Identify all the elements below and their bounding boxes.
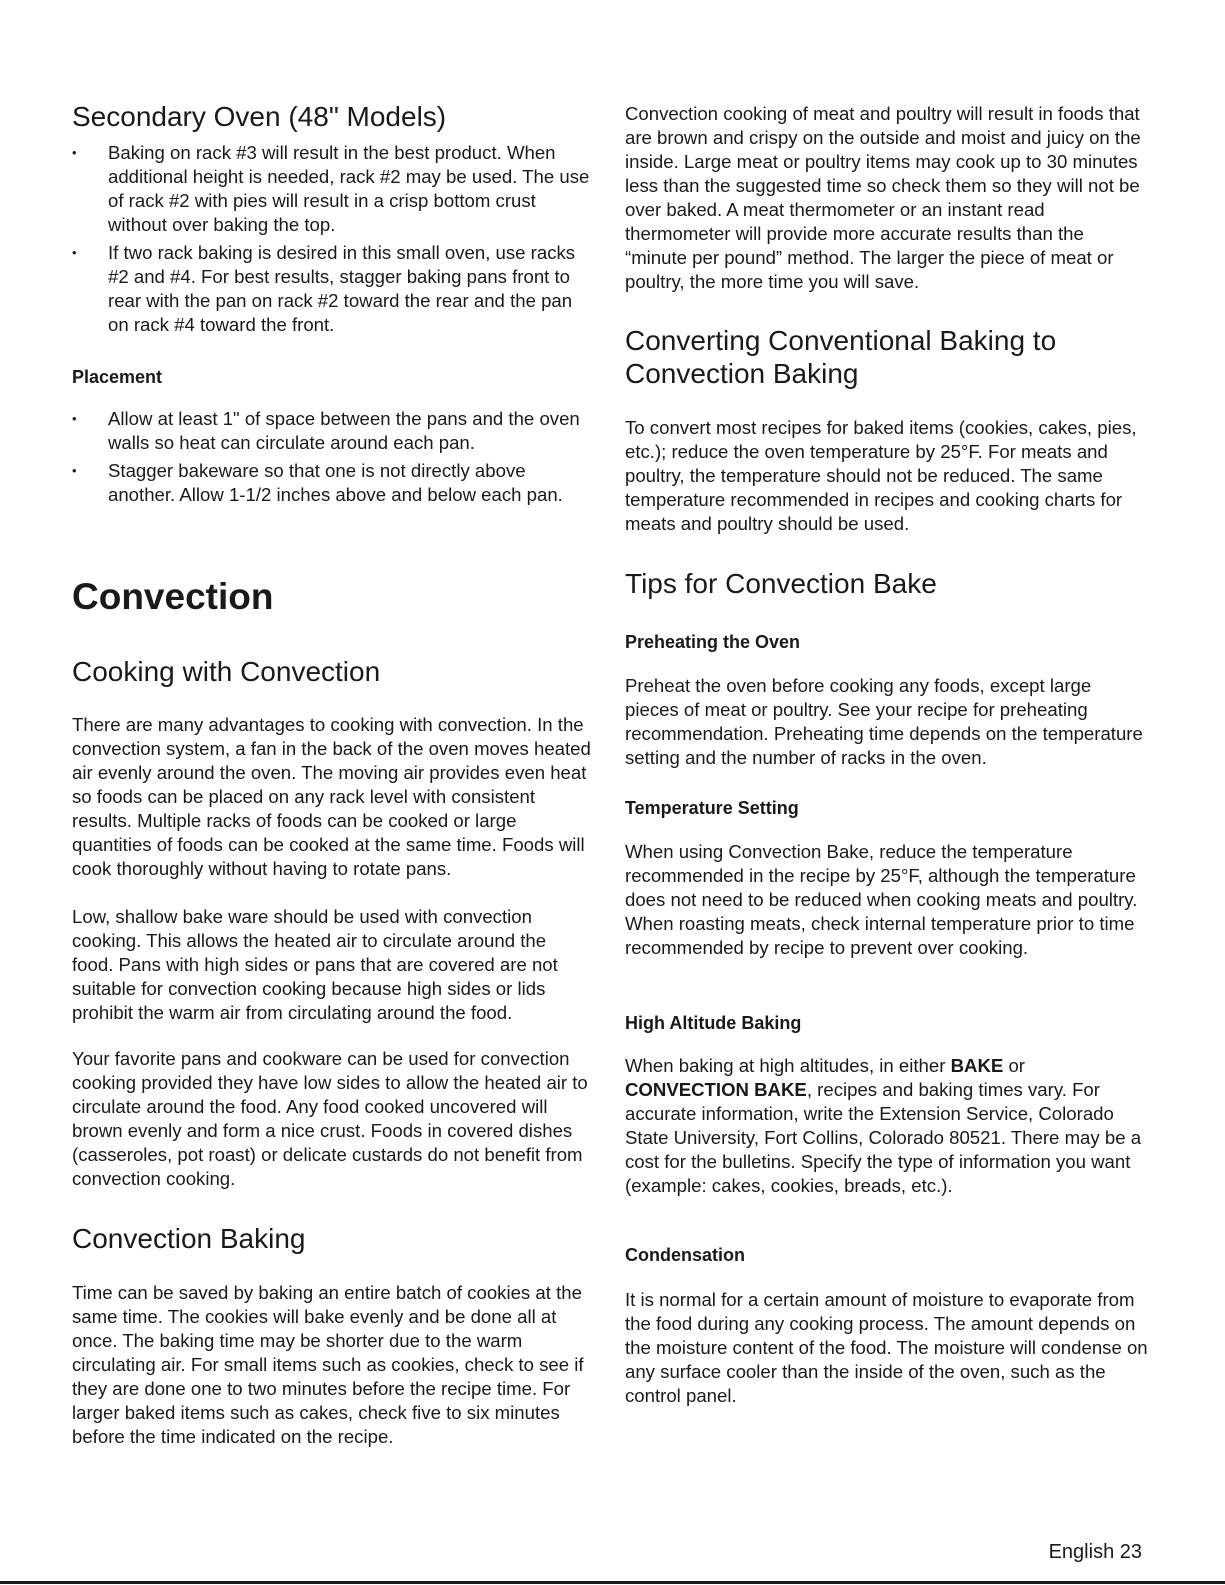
- high-altitude-title: High Altitude Baking: [625, 1013, 802, 1033]
- cooking-paragraph-1: There are many advantages to cooking with convection. In the convection system, a fan in the back of the oven moves heated air evenly around the oven. The moving air provides even heat so foods can be placed on any rack level with consistent results. Multiple racks of foods can be cooked or large quantities of foods can be cooked at the same time. Foods will cook thoroughly without having to rotate pans.: [72, 714, 591, 879]
- placement-title: Placement: [72, 367, 163, 387]
- condensation-paragraph: It is normal for a certain amount of moisture to evaporate from the food during any cooking process. The amount depends on the moisture content of the food. The moisture will condense on any surface cooler than the inside of the oven, such as the control panel.: [625, 1289, 1148, 1406]
- secondary-oven-list: [72, 141, 592, 341]
- list-item: • Stagger bakeware so that one is not directly above another. Allow 1-1/2 inches above and below each pan.: [72, 459, 592, 507]
- converting-title: Converting Conventional Baking to Convection Baking: [625, 325, 1057, 389]
- high-altitude-intro: When baking at high altitudes, in either: [625, 1055, 951, 1076]
- placement-list: [72, 407, 592, 511]
- preheating-title: Preheating the Oven: [625, 632, 801, 652]
- high-altitude-or: or: [1003, 1055, 1025, 1076]
- meat-poultry-paragraph: Convection cooking of meat and poultry will result in foods that are brown and crispy on the outside and moist and juicy on the inside. Large meat or poultry items may cook up to 30 minutes less than the suggested time so check them so they will not be over baked. A meat thermometer or an instant read thermometer will provide more accurate results than the “minute per pound” method. The larger the piece of meat or poultry, the more time you will save.: [625, 103, 1141, 292]
- cooking-paragraph-3: Your favorite pans and cookware can be used for convection cooking provided they have low sides to allow the heated air to circulate around the food. Any food cooked uncovered will brown evenly and form a nice crust. Foods in covered dishes (casseroles, pot roast) or delicate custards do not benefit from convection cooking.: [72, 1048, 588, 1189]
- secondary-oven-title: Secondary Oven (48" Models): [72, 101, 447, 132]
- list-item: • If two rack baking is desired in this small oven, use racks #2 and #4. For best results, stagger baking pans front to rear with the pan on rack #2 toward the rear and the pan on rack #4 toward the front.: [72, 241, 592, 337]
- list-item: • Baking on rack #3 will result in the best product. When additional height is needed, rack #2 may be used. The use of rack #2 with pies will result in a crisp bottom crust without over baking the top.: [72, 141, 592, 237]
- convection-baking-title: Convection Baking: [72, 1223, 306, 1254]
- condensation-title: Condensation: [625, 1245, 745, 1265]
- list-item: • Allow at least 1" of space between the pans and the oven walls so heat can circulate around each pan.: [72, 407, 592, 455]
- converting-paragraph: To convert most recipes for baked items (cookies, cakes, pies, etc.); reduce the oven temperature by 25°F. For meats and poultry, the temperature should not be reduced. The same temperature recommended in recipes and cooking charts for meats and poultry should be used.: [625, 417, 1137, 534]
- tips-title: Tips for Convection Bake: [625, 568, 937, 599]
- page-number: English 23: [1048, 1541, 1142, 1563]
- convection-bake-mode-label: CONVECTION BAKE: [625, 1079, 807, 1100]
- cooking-paragraph-2: Low, shallow bake ware should be used with convection cooking. This allows the heated air to circulate around the food. Pans with high sides or pans that are covered are not suitable for convection cooking because high sides or lids prohibit the warm air from circulating around the food.: [72, 906, 558, 1023]
- preheating-paragraph: Preheat the oven before cooking any foods, except large pieces of meat or poultry. See your recipe for preheating recommendation. Preheating time depends on the temperature setting and the number of racks in the oven.: [625, 675, 1143, 768]
- bake-mode-label: BAKE: [950, 1055, 1004, 1076]
- convection-title: Convection: [72, 576, 274, 617]
- temperature-setting-title: Temperature Setting: [625, 798, 799, 818]
- cooking-with-convection-title: Cooking with Convection: [72, 656, 381, 687]
- bottom-divider: [0, 1581, 1225, 1584]
- high-altitude-paragraph: [625, 1054, 1150, 1198]
- high-altitude-rest: , recipes and baking times vary. For accurate information, write the Extension Service, Colorado State University, Fort Collins, Colorado 80521. There may be a cost for the bulletins. Specify the type of information you want (example: cakes, cookies, breads, etc.).: [625, 1079, 1142, 1196]
- temperature-setting-paragraph: When using Convection Bake, reduce the temperature recommended in the recipe by 25°F, although the temperature does not need to be reduced when cooking meats and poultry. When roasting meats, check internal temperature prior to time recommended by recipe to prevent over cooking.: [625, 841, 1138, 958]
- convection-baking-paragraph: Time can be saved by baking an entire batch of cookies at the same time. The cookies will bake evenly and be done all at once. The baking time may be shorter due to the warm circulating air. For small items such as cookies, check to see if they are done one to two minutes before the recipe time. For larger baked items such as cakes, check five to six minutes before the time indicated on the recipe.: [72, 1282, 584, 1447]
